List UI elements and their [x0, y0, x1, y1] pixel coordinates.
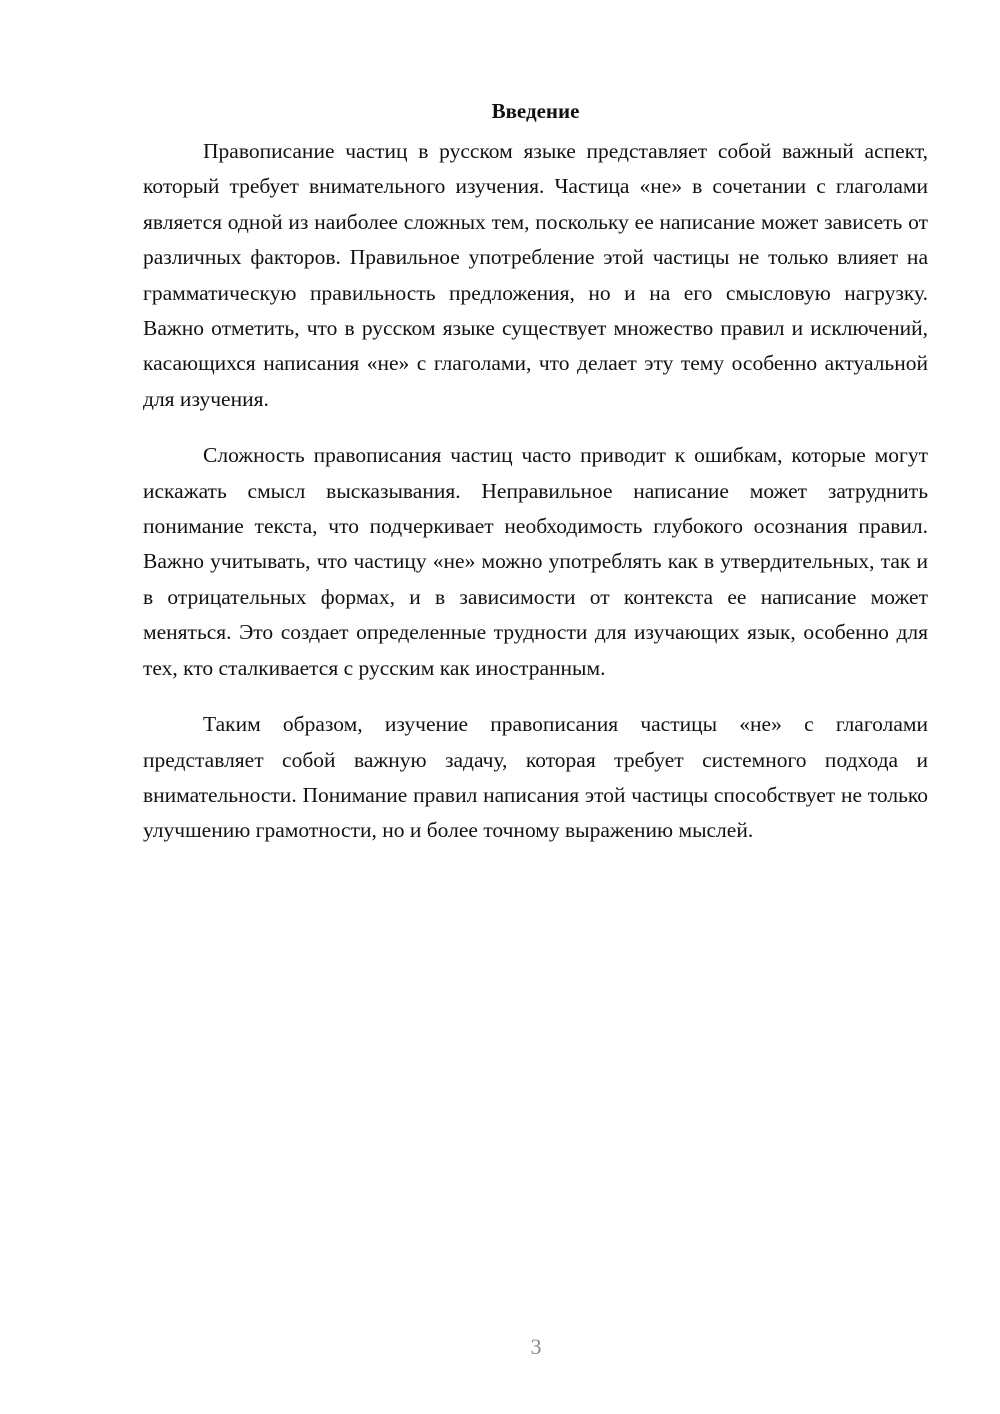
section-heading: Введение — [491, 99, 580, 123]
paragraph-3: Таким образом, изучение правописания частицы «не» с глаголами представляет собой важную задачу, которая требует системного подхода и внимательности. Понимание правил написания этой частицы способствует не только улучшению грамотности, но и более точному выражению мыслей. — [143, 712, 928, 843]
page-content — [143, 96, 928, 870]
page-number: 3 — [530, 1334, 542, 1359]
paragraph-1: Правописание частиц в русском языке представляет собой важный аспект, который требует внимательного изучения. Частица «не» в сочетании с глаголами является одной из наиболее сложных тем, поскольку ее написание может зависеть от различных факторов. Правильное употребление этой частицы не только влияет на грамматическую правильность предложения, но и на его смысловую нагрузку. Важно отметить, что в русском языке существует множество правил и исключений, касающихся написания «не» с глаголами, что делает эту тему особенно актуальной для изучения. — [143, 139, 928, 411]
paragraph-2: Сложность правописания частиц часто приводит к ошибкам, которые могут искажать смысл высказывания. Неправильное написание может затруднить понимание текста, что подчеркивает необходимость глубокого осознания правил. Важно учитывать, что частицу «не» можно употреблять как в утвердительных, так и в отрицательных формах, и в зависимости от контекста ее написание может меняться. Это создает определенные трудности для изучающих язык, особенно для тех, кто сталкивается с русским как иностранным. — [143, 443, 928, 680]
